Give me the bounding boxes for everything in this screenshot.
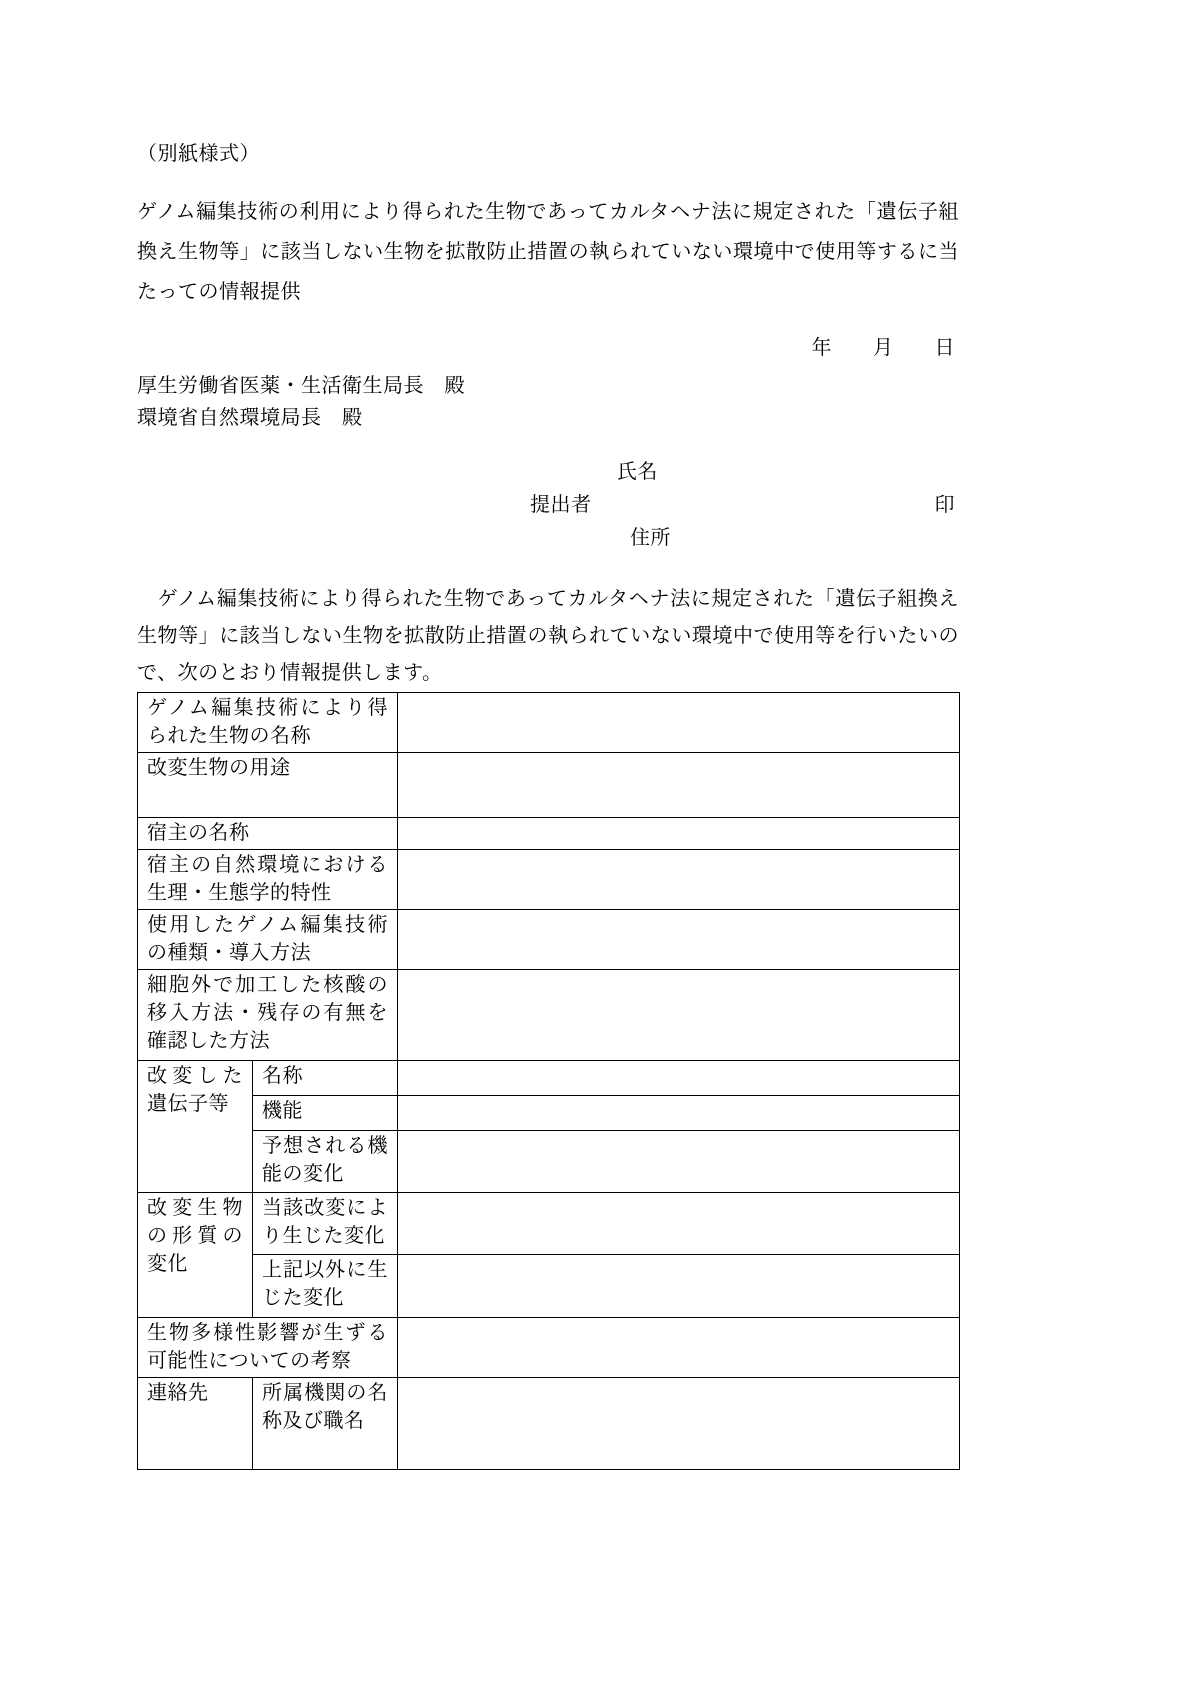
body-paragraph: ゲノム編集技術により得られた生物であってカルタヘナ法に規定された「遺伝子組換え生物等」に該当しない生物を拡散防止措置の執られていない環境中で使用等を行いたいので、次のとおり情報提供します。 xyxy=(137,588,959,684)
trait-change-from-modification-label: 当該改変により生じた変化 xyxy=(253,1193,398,1255)
date-line: 年 月 日 xyxy=(811,337,955,359)
row-host-name xyxy=(138,818,960,850)
organism-use-label: 改変生物の用途 xyxy=(138,753,398,818)
row-nucleic-acid-method xyxy=(138,970,960,1061)
other-trait-changes-label: 上記以外に生じた変化 xyxy=(253,1255,398,1318)
form-note: （別紙様式） xyxy=(137,143,260,165)
submitter-block xyxy=(137,456,959,555)
row-modified-gene-function xyxy=(138,1096,960,1131)
organism-name-label: ゲノム編集技術により得られた生物の名称 xyxy=(138,693,398,753)
other-trait-changes-value xyxy=(398,1255,960,1318)
submitter-address-label: 住所 xyxy=(630,527,671,549)
seal-label: 印 xyxy=(934,494,955,516)
host-ecology-value xyxy=(398,850,960,910)
gene-name-value xyxy=(398,1061,960,1096)
row-other-trait-changes xyxy=(138,1255,960,1318)
modified-genes-group-label: 改変した遺伝子等 xyxy=(138,1061,253,1193)
nucleic-acid-method-label: 細胞外で加工した核酸の移入方法・残存の有無を確認した方法 xyxy=(138,970,398,1061)
information-table xyxy=(137,692,960,1470)
submitter-name-line xyxy=(137,456,959,489)
submitter-address-line xyxy=(137,522,959,555)
submitter-role-label: 提出者 xyxy=(530,494,592,516)
row-trait-change-from-modification xyxy=(138,1193,960,1255)
row-biodiversity-impact xyxy=(138,1318,960,1378)
host-name-value xyxy=(398,818,960,850)
editing-technique-label: 使用したゲノム編集技術の種類・導入方法 xyxy=(138,910,398,970)
contact-affiliation-label: 所属機関の名称及び職名 xyxy=(253,1378,398,1470)
document-title: ゲノム編集技術の利用により得られた生物であってカルタヘナ法に規定された「遺伝子組換え生物等」に該当しない生物を拡散防止措置の執られていない環境中で使用等するに当たっての情報提供 xyxy=(137,201,959,303)
row-editing-technique xyxy=(138,910,960,970)
submitter-name-label: 氏名 xyxy=(617,461,658,483)
submitter-role-line xyxy=(137,489,959,522)
contact-group-label: 連絡先 xyxy=(138,1378,253,1470)
addressee-mhlw: 厚生労働省医薬・生活衛生局長 殿 xyxy=(137,375,465,397)
row-expected-function-change xyxy=(138,1131,960,1193)
row-organism-name xyxy=(138,693,960,753)
editing-technique-value xyxy=(398,910,960,970)
host-ecology-label: 宿主の自然環境における生理・生態学的特性 xyxy=(138,850,398,910)
trait-change-from-modification-value xyxy=(398,1193,960,1255)
biodiversity-impact-label: 生物多様性影響が生ずる可能性についての考察 xyxy=(138,1318,398,1378)
row-organism-use xyxy=(138,753,960,818)
trait-changes-group-label: 改変生物の形質の変化 xyxy=(138,1193,253,1318)
nucleic-acid-method-value xyxy=(398,970,960,1061)
contact-affiliation-value xyxy=(398,1378,960,1470)
host-name-label: 宿主の名称 xyxy=(138,818,398,850)
organism-name-value xyxy=(398,693,960,753)
addressee-moe: 環境省自然環境局長 殿 xyxy=(137,407,363,429)
expected-function-change-label: 予想される機能の変化 xyxy=(253,1131,398,1193)
row-modified-gene-name xyxy=(138,1061,960,1096)
organism-use-value xyxy=(398,753,960,818)
expected-function-change-value xyxy=(398,1131,960,1193)
gene-function-value xyxy=(398,1096,960,1131)
row-host-ecology xyxy=(138,850,960,910)
gene-function-label: 機能 xyxy=(253,1096,398,1131)
biodiversity-impact-value xyxy=(398,1318,960,1378)
document-content xyxy=(137,0,959,1470)
gene-name-label: 名称 xyxy=(253,1061,398,1096)
row-contact-affiliation xyxy=(138,1378,960,1470)
